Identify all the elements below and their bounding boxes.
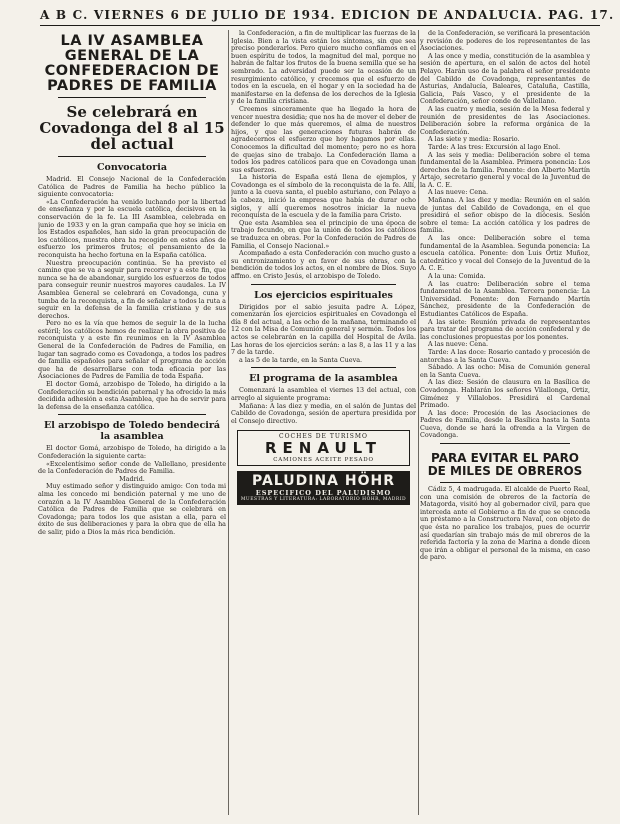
article-paragraph: A las cuatro y media, sesión de la Mesa federal y reunión de presidentes de las Asociaciones. Deliberación sobre la reforma orgánica de la Confederación. [420,104,590,136]
article-paragraph: A las doce: Procesión de las Asociaciones de Padres de Familia, desde la Basílica hasta la Santa Cueva, donde se hará la ofrenda a la Virgen de Covadonga. [420,408,590,440]
article-paragraph: A las siete y media: Rosario. [428,135,520,144]
divider [440,482,570,483]
article-paragraph: a las 5 de la tarde, en la Santa Cueva. [239,355,363,364]
divider [58,414,206,415]
column-2 [231,30,416,820]
section-title-ejercicios: Los ejercicios espirituales [254,289,393,301]
column-1 [38,30,226,820]
ad-paludina-small: MUESTRAS Y LITERATURA: LABORATORIO HÖHR, MADRID [240,497,407,503]
article-paragraph: Mañana: A las diez y media, en el salón de Juntas del Cabildo de Covadonga, sesión de apertura presidida por el Consejo directivo. [231,401,416,425]
column-rule [228,30,229,815]
divider [251,284,396,285]
section-title-toledo: El arzobispo de Toledo bendecirá la asamblea [43,420,221,443]
article-paragraph: Sábado. A las ocho: Misa de Comunión general en la Santa Cueva. [420,363,590,379]
section-title-convocatoria: Convocatoria [96,162,168,173]
article-paragraph: A las cuatro: Deliberación sobre el tema fundamental de la Asamblea. Tercera ponencia: La Universidad. Ponente: don Fernando Martín Sánchez, presidente de la Confederación de Estudiantes Católicos de España. [420,279,590,318]
article-paragraph: Acompañado a esta Confederación con mucho gusto a su entronizamiento y en favor de sus obras, con la bendición de todos los actos, en el nombre de Dios. Suyo affmo. en Cristo Jesús, el arzobispo de Toledo. [231,249,416,280]
article-paragraph: «La Confederación ha venido luchando por la libertad de enseñanza y por la escuela católica, decisivos en la conservación de la fe. La III Asamblea, celebrada en junio de 1933 y en la gran campaña que hoy se inicia en los Estados españoles, han sido la gran preocupación de los católicos, nuestra obra ha recogido en estos años de esfuerzo los primeros frutos; el pensamiento de la reconquista ha hecho fortuna en la España católica. [38,197,226,259]
ad-renault-brand: RENAULT [265,439,382,458]
article-paragraph: La historia de España está llena de ejemplos, y Covadonga es el símbolo de la reconquista de la fe. Allí, junto a la cueva santa, el pueblo asturiano, con Pelayo a la cabeza, inició la empresa que había de durar ocho siglos, y allí queremos nosotros iniciar la nueva reconquista de la escuela y de la familia para Cristo. [231,173,416,220]
divider [58,97,206,98]
article-paragraph: Cádiz 5, 4 madrugada. El alcalde de Puerto Real, con una comisión de obreros de la factoría de Matagorda, visitó hoy al gobernador civil, para que interceda ante el Gobierno a fin de que se conceda un préstamo a la Constructora Naval, con objeto de que ésta no paralice los trabajos, pues de ocurrir así quedarían sin trabajo más de mil obreros de la referida factoría y la zona de Marina a donde dicen que irán a obligar el personal de la misma, en caso de paro. [420,485,590,562]
article-paragraph: Nuestra preocupación continúa. Se ha previsto el camino que se va a seguir para recorrer y a este fin, que nunca se ha de abandonar, surgido los esfuerzos de todos para conseguir reunir nuestros mayores caudales. La IV Asamblea General se celebrará en Covadonga, cuna y tumba de la reconquista, a fin de señalar a todos la ruta a seguir en la defensa de la familia cristiana y de sus derechos. [38,258,226,320]
program-list [420,30,590,440]
article-paragraph: A las once: Deliberación sobre el tema fundamental de la Asamblea. Segunda ponencia: La escuela católica. Ponente: don Luis Ortiz Muñoz, catedrático y vocal del Consejo de la Juventud de la A. C. E. [420,234,590,273]
ad-paludina-brand: PALUDINA HÖHR [252,473,395,490]
article-paragraph: A las nueve: Cena. [428,340,489,349]
section-title-programa: El programa de la asamblea [249,373,398,385]
article-paragraph: Tarde: A las doce: Rosario cantado y procesión de antorchas a la Santa Cueva. [420,347,590,364]
divider [58,156,206,157]
article-paragraph: Que esta Asamblea sea el principio de una época de trabajo fecundo, en que la unión de todos los católicos se traduzca en obras. Por la Confederación de Padres de Familia, el Consejo Nacional.» [231,218,416,250]
divider [251,367,396,368]
article-paragraph: A la una: Comida. [428,272,486,280]
masthead: A B C. VIERNES 6 DE JULIO DE 1934. EDICION DE ANDALUCIA. PAG. 17. [40,8,600,26]
article-paragraph: Creemos sinceramente que ha llegado la hora de vencer nuestra desidia; que nos ha de mover el deber de defender lo que más queremos, el alma de nuestros hijos, y que las generaciones futuras habrán de agradecernos el esfuerzo que hoy hagamos por ellas. Conocemos la dificultad del momento; pero no es hora de quejas sino de trabajo. La Confederación llama a todos los padres católicos para que en Covadonga unan sus esfuerzos. [231,104,416,174]
section-title-paro: PARA EVITAR EL PARO DE MILES DE OBREROS [427,451,583,479]
article-paragraph: Pero no es la vía que hemos de seguir la de la lucha estéril; los católicos hemos de realizar la obra positiva de reconquista y a este fin reunimos en la IV Asamblea General de la Confederación de Padres de Familia, en lugar tan sagrado como es Covadonga, a todos los padres de familia españoles para señalar el programa de acción que ha de desarrollarse con toda eficacia por las Asociaciones de Padres de Familia de toda España. [38,319,226,381]
article-paragraph: A las once y media, constitución de la asamblea y sesión de apertura, en el salón de actos del hotel Pelayo. Harán uso de la palabra el señor presidente del Cabildo de Covadonga, representantes de Asturias, Andalucía, Baleares, Cataluña, Castilla, Galicia, País Vasco, y el presidente de la Confederación, señor conde de Vallellano. [420,51,590,106]
article-paragraph: A las nueve: Cena. [428,188,489,197]
article-paragraph: A las siete: Reunión privada de representantes para tratar del programa de acción confederal y de las conclusiones propuestas por los ponentes. [420,317,590,341]
advertisement-paludina [237,471,410,505]
ad-renault-bottom: CAMIONES ACEITE PESADO [273,457,374,464]
article-paragraph: «Excelentísimo señor conde de Vallellano, presidente de la Confederación de Padres de Familia. [38,459,226,476]
article-paragraph: Dirigidos por el sabio jesuita padre A. López, comenzarán los ejercicios espirituales en Covadonga el día 8 del actual, a las ocho de la mañana, terminando el 12 con la Misa de Comunión general y sermón. Todos los actos se celebrarán en la capilla del Hospital de Ávila. Las horas de los ejercicios serán: a las 8, a las 11 y a las 7 de la tarde. [231,302,416,357]
article-paragraph: Comenzará la asamblea el viernes 13 del actual, con arreglo al siguiente programa: [231,386,416,402]
article-paragraph: A las diez: Sesión de clausura en la Basílica de Covadonga. Hablarán los señores Vilallonga, Ortiz, Giménez y Villalobos. Presidirá el Cardenal Primado. [420,378,590,410]
article-paragraph: El doctor Gomá, arzobispo de Toledo, ha dirigido a la Confederación la siguiente carta: [38,444,226,460]
ad-renault-top: COCHES DE TURISMO [279,433,368,441]
article-paragraph: A las seis y media: Deliberación sobre el tema fundamental de la Asamblea. Primera ponencia: Los derechos de la familia. Ponente: don Alberto Martín Artajo, secretario general y vocal de la Juventud de la A. C. E. [420,150,590,189]
article-paragraph: Mañana. A las diez y media: Reunión en el salón de juntas del Cabildo de Covadonga, en el que presidirá el señor obispo de la diócesis. Sesión sobre el tema: La acción católica y los padres de familia. [420,196,590,235]
main-subheadline: Se celebrará en Covadonga del 8 al 15 del actual [39,103,225,153]
article-paragraph: Madrid. [119,474,145,483]
column-3 [420,30,590,820]
article-paragraph: El doctor Gomá, arzobispo de Toledo, ha dirigido a la Confederación su bendición paternal y ha ofrecido la más decidida adhesión a esta Asamblea, que ha de servir para la defensa de la enseñanza católica. [38,380,226,411]
ad-paludina-tagline: ESPECIFICO DEL PALUDISMO [255,489,392,498]
advertisement-renault [237,430,410,466]
main-headline: LA IV ASAMBLEA GENERAL DE LA CONFEDERACION DE PADRES DE FAMILIA [44,33,220,94]
article-paragraph: Madrid. El Consejo Nacional de la Confederación Católica de Padres de Familia ha hecho público la siguiente convocatoria: [38,175,226,199]
article-paragraph: de la Confederación, se verificará la presentación y revisión de poderes de los representantes de las Asociaciones. [420,30,590,53]
article-paragraph: la Confederación, a fin de multiplicar las fuerzas de la Iglesia. Bien a la vista están los síntomas, sin que sea preciso ponderarlos. Pero quiero mucho confiamos en el buen espíritu de todos, la magnitud del mal, porque no habrán de faltar los frutos de la buena semilla que se ha sembrado. La adversidad puede ser la ocasión de un resurgimiento católico, y crecemos que el esfuerzo de todos en la escuela, en el hogar y en la sociedad ha de manifestarse en la defensa de los derechos de la Iglesia y de la familia cristiana. [231,30,416,106]
article-paragraph: Tarde: A las tres: Excursión al lago Enol. [428,142,561,151]
column-rule [418,30,419,815]
article-paragraph: Muy estimado señor y distinguido amigo: Con toda mi alma les concedo mi bendición paternal y me uno de corazón a la IV Asamblea General de la Confederación Católica de Padres de Familia que se celebrará en Covadonga; para todos los que asistan a ella, para el éxito de sus deliberaciones y para la obra que de ella ha de salir, pido a Dios la más rica bendición. [38,482,226,536]
divider [440,443,570,444]
